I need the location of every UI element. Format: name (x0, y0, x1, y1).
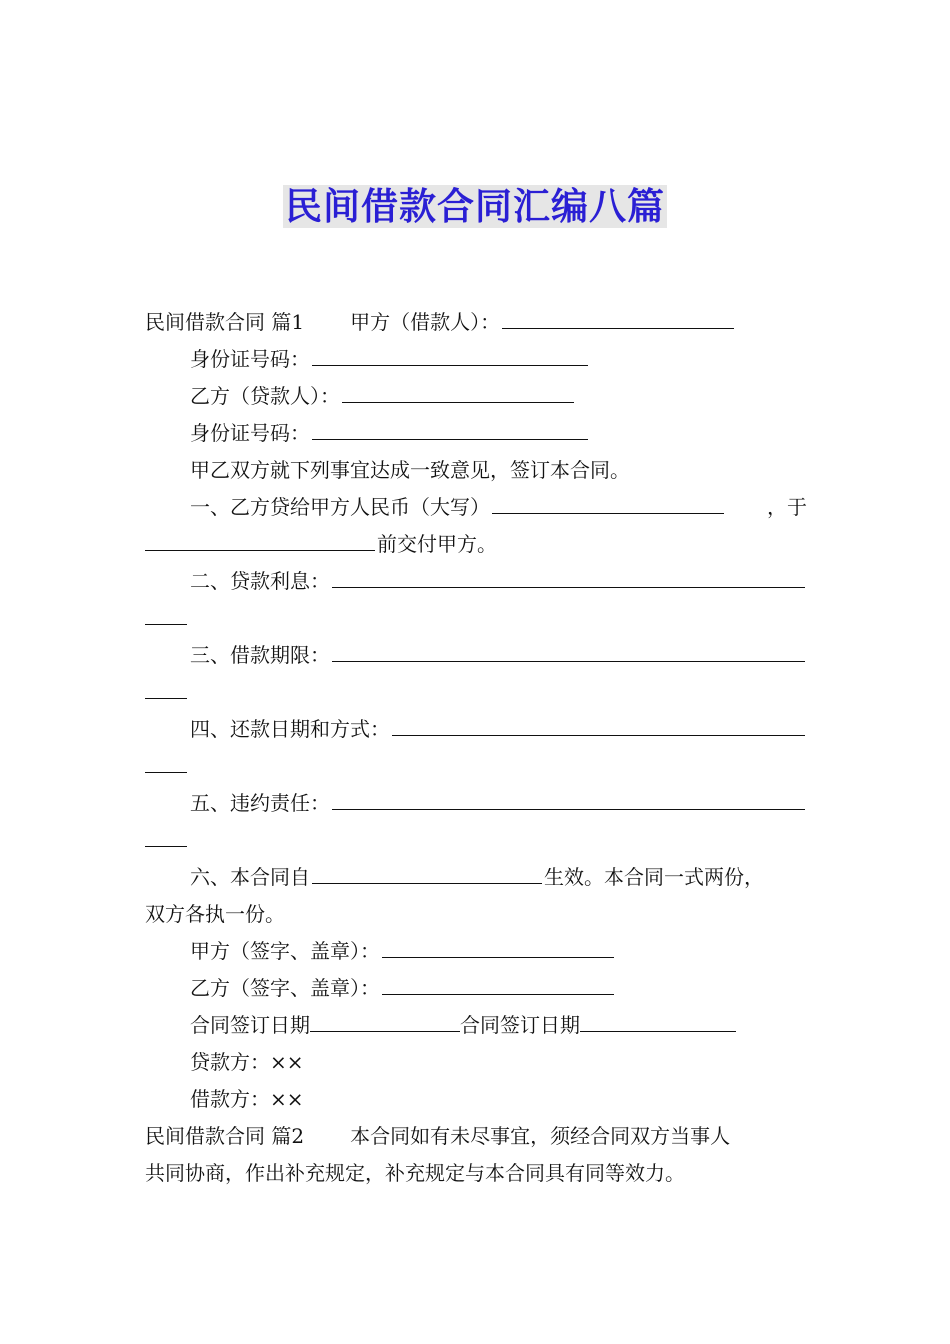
id-a-blank (312, 341, 588, 366)
item-5-line (190, 785, 807, 822)
item-1-on: ，于 (767, 495, 807, 519)
lender-text: 贷款方：×× (190, 1050, 304, 1074)
item-6-line (190, 859, 807, 896)
borrower-line (190, 1081, 807, 1118)
item-5-blank-cont (145, 822, 187, 847)
section-2-heading: 民间借款合同 篇2 (145, 1124, 305, 1148)
party-a-blank (502, 304, 734, 329)
sign-a-blank (382, 933, 614, 958)
id-b-blank (312, 415, 588, 440)
item-2-line (190, 563, 807, 600)
item-1-line (190, 489, 807, 526)
sign-date-blank-2 (580, 1007, 736, 1032)
agreement-text: 甲乙双方就下列事宜达成一致意见，签订本合同。 (190, 458, 630, 482)
item-4-line (190, 711, 807, 748)
section-1-heading: 民间借款合同 篇1 (145, 310, 305, 334)
sign-b-line (190, 970, 807, 1007)
agreement-line (190, 452, 807, 489)
sign-b-blank (382, 970, 614, 995)
item-4-cont-line (145, 748, 807, 785)
borrower-text: 借款方：×× (190, 1087, 304, 1111)
section-1-heading-line (145, 304, 807, 341)
sign-a-label: 甲方（签字、盖章）： (190, 939, 380, 963)
section-2-cont-line (145, 1155, 807, 1192)
item-5-cont-line (145, 822, 807, 859)
sign-b-label: 乙方（签字、盖章）： (190, 976, 380, 1000)
id-b-line (190, 415, 807, 452)
item-4-label: 四、还款日期和方式： (190, 717, 390, 741)
item-3-line (190, 637, 807, 674)
item-5-label: 五、违约责任： (190, 791, 330, 815)
item-2-label: 二、贷款利息： (190, 569, 330, 593)
document-title-wrap (0, 176, 950, 230)
item-1-cont-line (145, 526, 807, 563)
item-1-cont: 前交付甲方。 (377, 532, 497, 556)
lender-line (190, 1044, 807, 1081)
item-6-text: 生效。本合同一式两份， (544, 865, 764, 889)
party-b-line (190, 378, 807, 415)
item-2-cont-line (145, 600, 807, 637)
item-3-label: 三、借款期限： (190, 643, 330, 667)
document-title: 民间借款合同汇编八篇 (285, 185, 665, 228)
id-a-label: 身份证号码： (190, 347, 310, 371)
item-3-cont-line (145, 674, 807, 711)
item-2-blank (332, 563, 805, 588)
item-6-cont-line (145, 896, 807, 933)
section-2-heading-line (145, 1118, 807, 1155)
item-6-label: 六、本合同自 (190, 865, 310, 889)
party-b-blank (342, 378, 574, 403)
id-b-label: 身份证号码： (190, 421, 310, 445)
party-a-label: 甲方（借款人）： (350, 310, 501, 334)
id-a-line (190, 341, 807, 378)
party-b-label: 乙方（贷款人）： (190, 384, 340, 408)
item-4-blank (392, 711, 805, 736)
item-6-cont: 双方各执一份。 (145, 902, 285, 926)
sign-date-label-1: 合同签订日期 (190, 1013, 310, 1037)
section-2-text-b: 共同协商，作出补充规定，补充规定与本合同具有同等效力。 (145, 1161, 685, 1185)
item-1-date-blank (145, 526, 375, 551)
item-2-blank-cont (145, 600, 187, 625)
sign-a-line (190, 933, 807, 970)
item-4-blank-cont (145, 748, 187, 773)
sign-date-line (190, 1007, 807, 1044)
item-5-blank (332, 785, 805, 810)
sign-date-blank-1 (310, 1007, 460, 1032)
item-3-blank-cont (145, 674, 187, 699)
section-2-text-a: 本合同如有未尽事宜，须经合同双方当事人 (350, 1124, 731, 1148)
item-3-blank (332, 637, 805, 662)
sign-date-label-2: 合同签订日期 (460, 1013, 580, 1037)
item-1-amount-blank (492, 489, 724, 514)
item-1-label: 一、乙方贷给甲方人民币（大写） (190, 495, 490, 519)
item-6-blank (312, 859, 542, 884)
